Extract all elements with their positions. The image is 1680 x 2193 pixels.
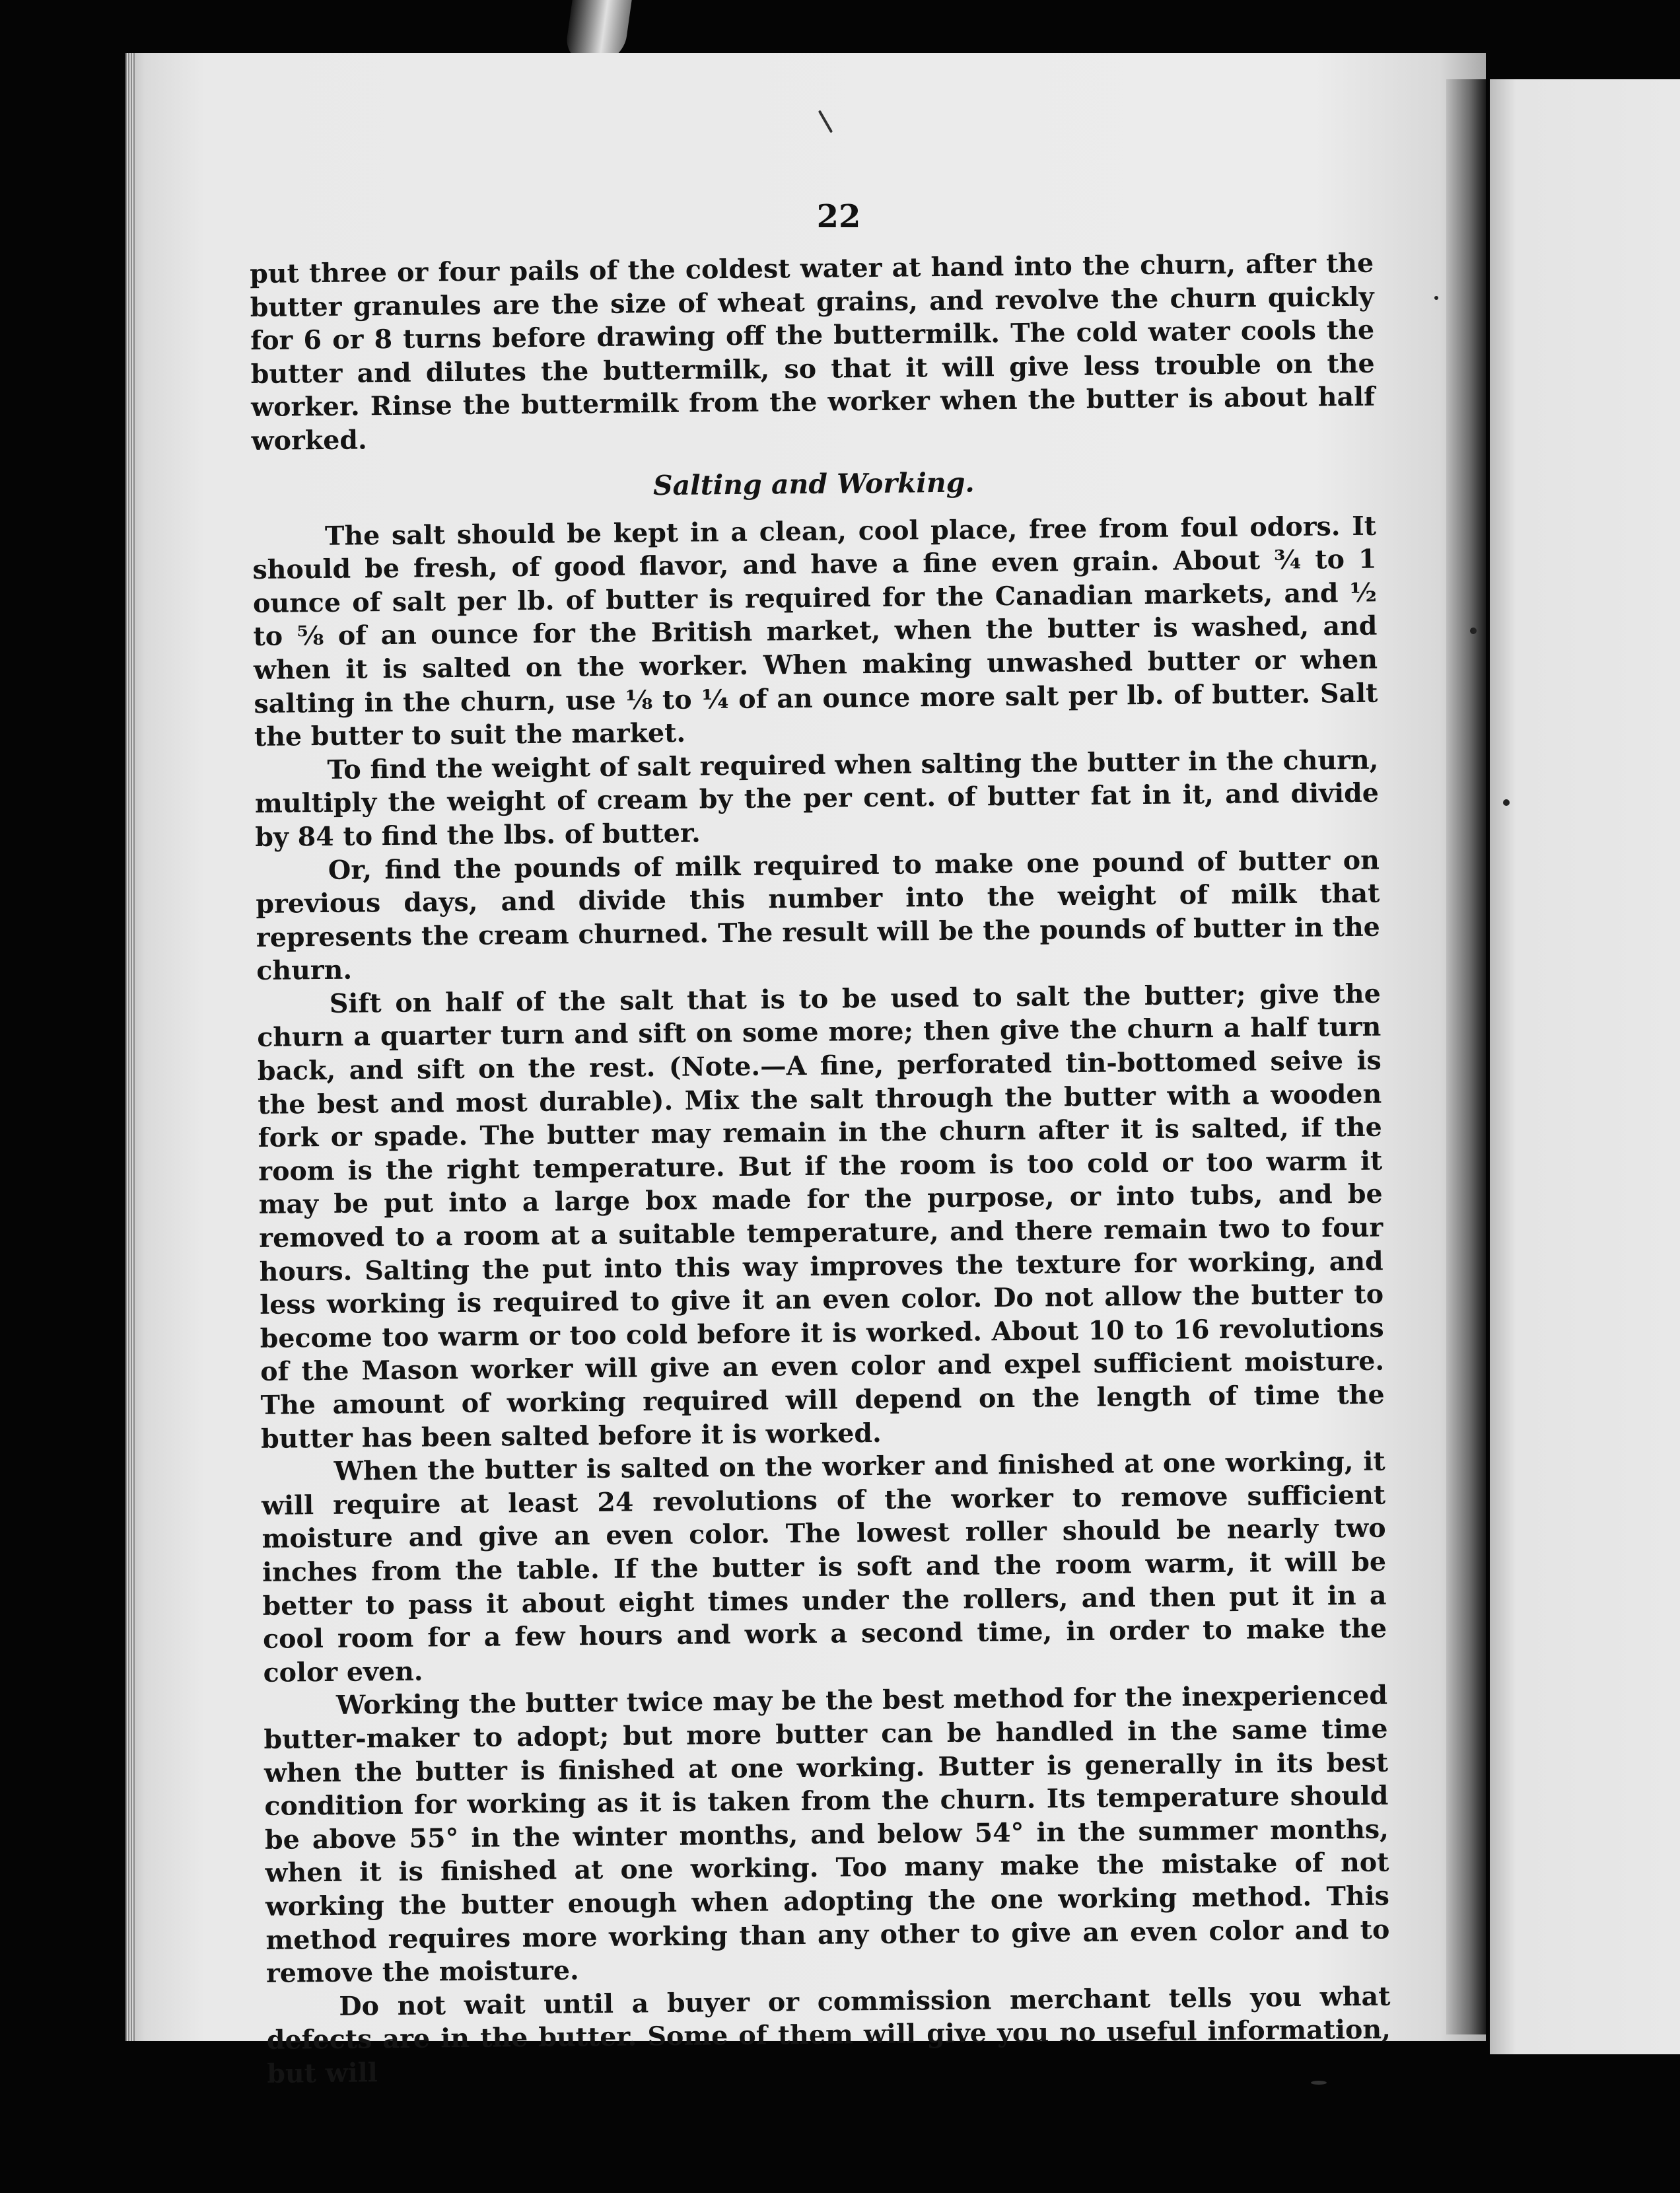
page-number: 22	[816, 198, 861, 235]
paragraph: To find the weight of salt required when salting the butter in the churn, multiply the weight of cream by the per cent. of butter fat in it, and divide by 84 to find the lbs. of butter.	[254, 744, 1380, 853]
page-body	[250, 247, 1391, 2091]
right-page	[1490, 79, 1680, 2054]
page-edge	[125, 53, 135, 2041]
scan-speck	[1311, 2081, 1327, 2085]
paragraph: put three or four pails of the coldest water at hand into the churn, after the butter granules are the size of wheat grains, and revolve the churn quickly for 6 or 8 turns before drawing off the buttermilk. The cold water cools the butter and dilutes the buttermilk, so that it will give less trouble on the worker. Rinse the buttermilk from the worker when the butter is about half worked.	[250, 248, 1376, 456]
paragraph: When the butter is salted on the worker and finished at one working, it will require at least 24 revolutions of the worker to remove sufficient moisture and give an even color. The lowest roller should be nearly two inches from the table. If the butter is soft and the room warm, it will be better to pass it about eight times under the rollers, and then put it in a cool room for a few hours and work a second time, in order to make the color even.	[261, 1446, 1387, 1688]
scan-speck	[1503, 799, 1510, 806]
paragraph: Working the butter twice may be the best method for the inexperienced butter-maker to adopt; but more butter can be handled in the same time when the butter is finished at one working. Butter is generally in its best condition for working as it is taken from the churn. Its temperature should be above 55° in the winter months, and below 54° in the summer months, when it is finished at one working. Too many make the mistake of not working the butter enough when adopting the one working method. This method requires more working than any other to give an even color and to remove the moisture.	[263, 1680, 1390, 1989]
paragraph: Or, find the pounds of milk required to make one pound of butter on previous days, and divide this number into the weight of milk that represents the cream churned. The result will be the pounds of butter in the churn.	[256, 845, 1381, 987]
paragraph: Sift on half of the salt that is to be used to salt the butter; give the churn a quarter turn and sift on some more; then give the churn a half turn back, and sift on the rest. (Note.—A fine, perforated tin-bottomed seive is the best and most durable). Mix the salt through the butter with a wooden fork or spade. The butter may remain in the churn after it is salted, if the room is the right temperature. But if the room is too cold or too warm it may be put into a large box made for the purpose, or into tubs, and be removed to a room at a suitable temperature, and there remain two to four hours. Salting the put into this way improves the texture for working, and less working is required to give it an even color. Do not allow the butter to become too warm or too cold before it is worked. About 10 to 16 revolutions of the Mason worker will give an even color and expel sufficient moisture. The amount of working required will depend on the length of time the butter has been salted before it is worked.	[257, 978, 1385, 1455]
paragraph: The salt should be kept in a clean, cool place, free from foul odors. It should be fresh, of good flavor, and have a fine even grain. About ¾ to 1 ounce of salt per lb. of butter is required for the Canadian markets, and ½ to ⅝ of an ounce for the British market, when the butter is washed, and when it is salted on the worker. When making unwashed butter or when salting in the churn, use ⅛ to ¼ of an ounce more salt per lb. of butter. Salt the butter to suit the market.	[252, 511, 1378, 753]
scan-speck	[1434, 296, 1438, 300]
book-gutter	[1446, 79, 1486, 2034]
scan-speck	[1470, 628, 1477, 634]
section-heading: Salting and Working.	[652, 466, 975, 501]
paragraph: Do not wait until a buyer or commission merchant tells you what defects are in the butter. Some of them will give you no useful information, but will	[266, 1981, 1391, 2089]
